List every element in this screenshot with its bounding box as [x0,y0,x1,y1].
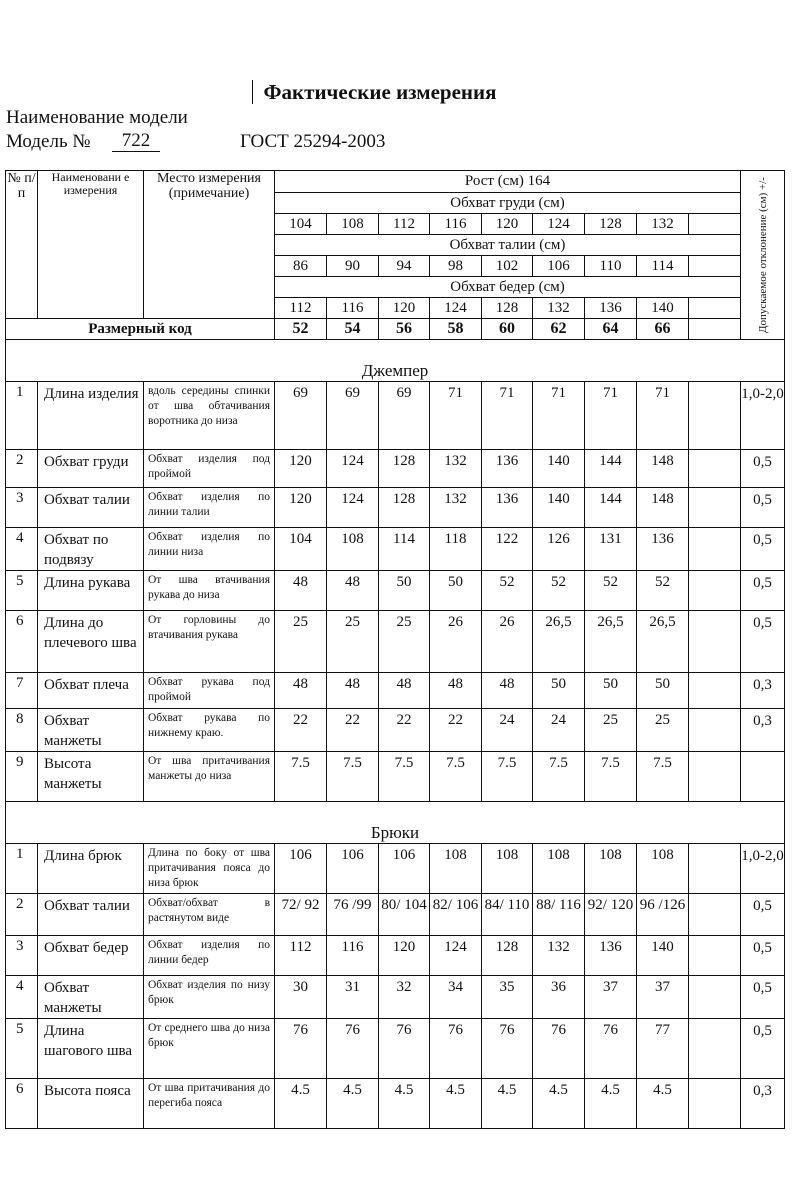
tolerance-value: 0,5 [741,976,785,1019]
empty-cell [689,709,741,752]
measurement-name: Длина изделия [38,382,144,450]
header-chest-value: 104 [275,214,327,235]
header-hips-value: 120 [379,298,430,319]
table-row [6,752,785,802]
size-code: 60 [482,319,533,340]
table-row [6,1079,785,1129]
measurement-value: 52 [482,571,533,611]
measurement-value: 144 [585,450,637,488]
measurement-value: 4.5 [482,1079,533,1129]
row-number: 9 [6,752,38,802]
measurement-value: 132 [430,450,482,488]
measurement-value: 25 [637,709,689,752]
table-row [6,611,785,673]
tolerance-value [741,752,785,802]
empty-cell [689,488,741,528]
measurement-value: 48 [327,571,379,611]
size-code-row [6,319,785,340]
size-code: 62 [533,319,585,340]
measurement-value: 76 [275,1019,327,1079]
measurement-value: 108 [533,844,585,894]
measurement-value: 84/ 110 [482,894,533,936]
measurement-value: 76 [379,1019,430,1079]
measurement-value: 25 [327,611,379,673]
measurement-place: От шва притачивания манжеты до низа [144,752,275,802]
measurement-value: 30 [275,976,327,1019]
measurement-value: 126 [533,528,585,571]
header-hips-value: 136 [585,298,637,319]
measurement-value: 124 [327,450,379,488]
measurement-value: 112 [275,936,327,976]
row-number: 6 [6,611,38,673]
tolerance-value: 0,3 [741,673,785,709]
measurement-value: 122 [482,528,533,571]
measurement-value: 34 [430,976,482,1019]
measurement-value: 136 [585,936,637,976]
tolerance-label: Допускаемое отклонение (см) +/- [757,177,769,333]
measurement-value: 7.5 [585,752,637,802]
tolerance-value: 0,5 [741,611,785,673]
measurement-value: 131 [585,528,637,571]
measurement-place: Обхват изделия по низу брюк [144,976,275,1019]
table-row [6,844,785,894]
measurement-value: 140 [533,450,585,488]
tolerance-value: 0,5 [741,528,785,571]
size-code-label: Размерный код [6,319,275,340]
measurement-value: 144 [585,488,637,528]
measurement-value: 80/ 104 [379,894,430,936]
measurement-value: 7.5 [430,752,482,802]
measurement-value: 148 [637,450,689,488]
measurement-place: Обхват рукава по нижнему краю. [144,709,275,752]
measurement-value: 92/ 120 [585,894,637,936]
tolerance-value: 1,0-2,0 [741,382,785,450]
measurement-place: Обхват изделия по линии талии [144,488,275,528]
measurement-value: 48 [379,673,430,709]
row-number: 3 [6,936,38,976]
measurement-name: Обхват по подвязу [38,528,144,571]
measurement-value: 88/ 116 [533,894,585,936]
measurement-value: 96 /126 [637,894,689,936]
header-chest-value: 108 [327,214,379,235]
measurement-value: 140 [533,488,585,528]
measurement-value: 116 [327,936,379,976]
measurement-value: 114 [379,528,430,571]
measurement-value: 26,5 [637,611,689,673]
header-chest-value: 124 [533,214,585,235]
measurement-value: 108 [482,844,533,894]
table-row [6,450,785,488]
size-code: 52 [275,319,327,340]
empty-cell [689,298,741,319]
measurement-value: 52 [533,571,585,611]
measurement-name: Обхват манжеты [38,976,144,1019]
measurement-value: 48 [430,673,482,709]
measurement-value: 132 [430,488,482,528]
measurement-value: 76 [585,1019,637,1079]
row-number: 6 [6,1079,38,1129]
measurement-value: 71 [430,382,482,450]
measurement-value: 32 [379,976,430,1019]
tolerance-value: 0,5 [741,450,785,488]
measurement-value: 26,5 [585,611,637,673]
measurement-value: 25 [585,709,637,752]
header-waist-value: 98 [430,256,482,277]
measurement-value: 77 [637,1019,689,1079]
tolerance-value: 0,3 [741,709,785,752]
header-waist-value: 90 [327,256,379,277]
measurement-value: 26 [430,611,482,673]
measurement-value: 108 [430,844,482,894]
measurement-place: От среднего шва до низа брюк [144,1019,275,1079]
measurement-value: 108 [327,528,379,571]
measurement-name: Обхват талии [38,894,144,936]
measurement-place: От горловины до втачивания рукава [144,611,275,673]
measurement-value: 4.5 [327,1079,379,1129]
header-hips-value: 140 [637,298,689,319]
size-code: 64 [585,319,637,340]
measurement-value: 7.5 [482,752,533,802]
header-chest-value: 128 [585,214,637,235]
row-number: 1 [6,382,38,450]
measurement-value: 71 [533,382,585,450]
size-code: 58 [430,319,482,340]
measurement-place: Обхват изделия под проймой [144,450,275,488]
tolerance-value: 0,3 [741,1079,785,1129]
measurement-value: 76 [327,1019,379,1079]
measurement-value: 50 [533,673,585,709]
measurement-value: 22 [275,709,327,752]
table-row [6,936,785,976]
measurement-value: 128 [379,488,430,528]
measurement-value: 71 [585,382,637,450]
table-row [6,976,785,1019]
empty-cell [689,611,741,673]
empty-cell [689,936,741,976]
table-row [6,571,785,611]
measurement-value: 120 [275,450,327,488]
gost-standard: ГОСТ 25294-2003 [240,131,386,152]
measurement-value: 76 [482,1019,533,1079]
empty-cell [689,571,741,611]
table-row [6,382,785,450]
empty-cell [689,256,741,277]
measurement-value: 7.5 [379,752,430,802]
empty-cell [689,450,741,488]
measurement-value: 106 [275,844,327,894]
empty-cell [689,214,741,235]
table-row [6,488,785,528]
measurement-value: 36 [533,976,585,1019]
tolerance-value: 0,5 [741,488,785,528]
measurement-value: 7.5 [533,752,585,802]
empty-cell [689,319,741,340]
row-number: 1 [6,844,38,894]
tolerance-value: 0,5 [741,894,785,936]
header-chest-value: 116 [430,214,482,235]
empty-cell [689,894,741,936]
measurement-value: 120 [275,488,327,528]
measurement-name: Длина брюк [38,844,144,894]
measurement-value: 26 [482,611,533,673]
row-number: 8 [6,709,38,752]
measurement-value: 24 [482,709,533,752]
measurement-value: 136 [637,528,689,571]
empty-cell [689,1079,741,1129]
section-title: Брюки [6,802,785,844]
measurement-name: Высота манжеты [38,752,144,802]
measurement-value: 4.5 [637,1079,689,1129]
measurement-value: 48 [327,673,379,709]
measurement-value: 35 [482,976,533,1019]
measurement-value: 128 [379,450,430,488]
measurement-place: Обхват рукава под проймой [144,673,275,709]
section-title: Джемпер [6,340,785,382]
header-waist-label: Обхват талии (см) [275,235,741,256]
empty-cell [689,976,741,1019]
tolerance-value: 0,5 [741,1019,785,1079]
measurement-place: вдоль середины спинки от шва обтачивания воротника до низа [144,382,275,450]
row-number: 2 [6,894,38,936]
header-hips-value: 112 [275,298,327,319]
row-number: 2 [6,450,38,488]
measurement-name: Длина рукава [38,571,144,611]
measurement-value: 24 [533,709,585,752]
measurement-value: 72/ 92 [275,894,327,936]
row-number: 3 [6,488,38,528]
measurement-value: 48 [275,673,327,709]
tolerance-value: 0,5 [741,936,785,976]
measurement-table [5,170,785,1129]
measurement-value: 128 [482,936,533,976]
measurement-value: 37 [585,976,637,1019]
page-title: Фактические измерения [263,80,497,104]
measurement-value: 37 [637,976,689,1019]
size-code: 66 [637,319,689,340]
header-waist-value: 86 [275,256,327,277]
header-tolerance [741,171,785,340]
measurement-value: 25 [379,611,430,673]
measurement-name: Длина до плечевого шва [38,611,144,673]
tolerance-value: 1,0-2,0 [741,844,785,894]
measurement-value: 4.5 [533,1079,585,1129]
measurement-value: 108 [585,844,637,894]
empty-cell [689,844,741,894]
header-waist-value: 102 [482,256,533,277]
measurement-place: Обхват/обхват в растянутом виде [144,894,275,936]
header-hips-value: 132 [533,298,585,319]
measurement-value: 22 [430,709,482,752]
measurement-name: Обхват плеча [38,673,144,709]
measurement-name: Обхват манжеты [38,709,144,752]
measurement-value: 4.5 [585,1079,637,1129]
section-row [6,340,785,382]
measurement-value: 4.5 [430,1079,482,1129]
measurement-name: Длина шагового шва [38,1019,144,1079]
measurement-value: 69 [275,382,327,450]
section-row [6,802,785,844]
table-row [6,1019,785,1079]
measurement-value: 7.5 [327,752,379,802]
empty-cell [689,673,741,709]
header-waist-value: 110 [585,256,637,277]
header-waist-value: 94 [379,256,430,277]
measurement-place: Длина по боку от шва притачивания пояса до низа брюк [144,844,275,894]
header-row [6,171,785,193]
measurement-value: 120 [379,936,430,976]
header-chest-value: 132 [637,214,689,235]
measurement-value: 48 [275,571,327,611]
measurement-value: 50 [430,571,482,611]
measurement-name: Обхват бедер [38,936,144,976]
header-place: Место измерения (примечание) [144,171,275,319]
measurement-value: 25 [275,611,327,673]
measurement-value: 124 [327,488,379,528]
measurement-value: 4.5 [275,1079,327,1129]
measurement-value: 82/ 106 [430,894,482,936]
header-height: Рост (см) 164 [275,171,741,193]
measurement-value: 76 [533,1019,585,1079]
tolerance-value: 0,5 [741,571,785,611]
measurement-value: 136 [482,450,533,488]
header-hips-value: 124 [430,298,482,319]
measurement-value: 4.5 [379,1079,430,1129]
measurement-value: 124 [430,936,482,976]
row-number: 7 [6,673,38,709]
measurement-value: 26,5 [533,611,585,673]
measurement-value: 50 [379,571,430,611]
header-chest-label: Обхват груди (см) [275,193,741,214]
measurement-value: 148 [637,488,689,528]
header-waist-value: 106 [533,256,585,277]
header-hips-value: 128 [482,298,533,319]
row-number: 4 [6,976,38,1019]
size-code: 54 [327,319,379,340]
measurement-value: 106 [327,844,379,894]
measurement-value: 140 [637,936,689,976]
measurement-value: 104 [275,528,327,571]
measurement-value: 71 [637,382,689,450]
measurement-value: 22 [379,709,430,752]
empty-cell [689,1019,741,1079]
table-row [6,673,785,709]
empty-cell [689,528,741,571]
header-hips-value: 116 [327,298,379,319]
measurement-value: 50 [637,673,689,709]
table-row [6,528,785,571]
measurement-value: 71 [482,382,533,450]
header-waist-value: 114 [637,256,689,277]
text-cursor [252,80,253,104]
measurement-name: Обхват груди [38,450,144,488]
model-number-value: 722 [112,131,160,152]
measurement-value: 76 [430,1019,482,1079]
measurement-value: 108 [637,844,689,894]
row-number: 4 [6,528,38,571]
row-number: 5 [6,1019,38,1079]
header-num: № п/ п [6,171,38,319]
measurement-value: 22 [327,709,379,752]
measurement-place: Обхват изделия по линии низа [144,528,275,571]
model-number-label: Модель № [6,131,91,152]
measurement-value: 136 [482,488,533,528]
table-row [6,894,785,936]
measurement-place: От шва притачивания до перегиба пояса [144,1079,275,1129]
table-row [6,709,785,752]
measurement-value: 106 [379,844,430,894]
measurement-value: 69 [379,382,430,450]
measurement-place: От шва втачивания рукава до низа [144,571,275,611]
measurement-place: Обхват изделия по линии бедер [144,936,275,976]
measurement-value: 52 [637,571,689,611]
header-chest-value: 120 [482,214,533,235]
measurement-value: 118 [430,528,482,571]
header-chest-value: 112 [379,214,430,235]
measurement-value: 69 [327,382,379,450]
measurement-value: 50 [585,673,637,709]
measurement-value: 52 [585,571,637,611]
header-name: Наименовани е измерения [38,171,144,319]
measurement-value: 76 /99 [327,894,379,936]
measurement-value: 31 [327,976,379,1019]
empty-cell [689,752,741,802]
measurement-name: Высота пояса [38,1079,144,1129]
empty-cell [689,382,741,450]
measurement-value: 48 [482,673,533,709]
measurement-name: Обхват талии [38,488,144,528]
measurement-value: 132 [533,936,585,976]
row-number: 5 [6,571,38,611]
model-name-label: Наименование модели [6,107,188,128]
measurement-value: 7.5 [275,752,327,802]
header-hips-label: Обхват бедер (см) [275,277,741,298]
measurement-value: 7.5 [637,752,689,802]
size-code: 56 [379,319,430,340]
